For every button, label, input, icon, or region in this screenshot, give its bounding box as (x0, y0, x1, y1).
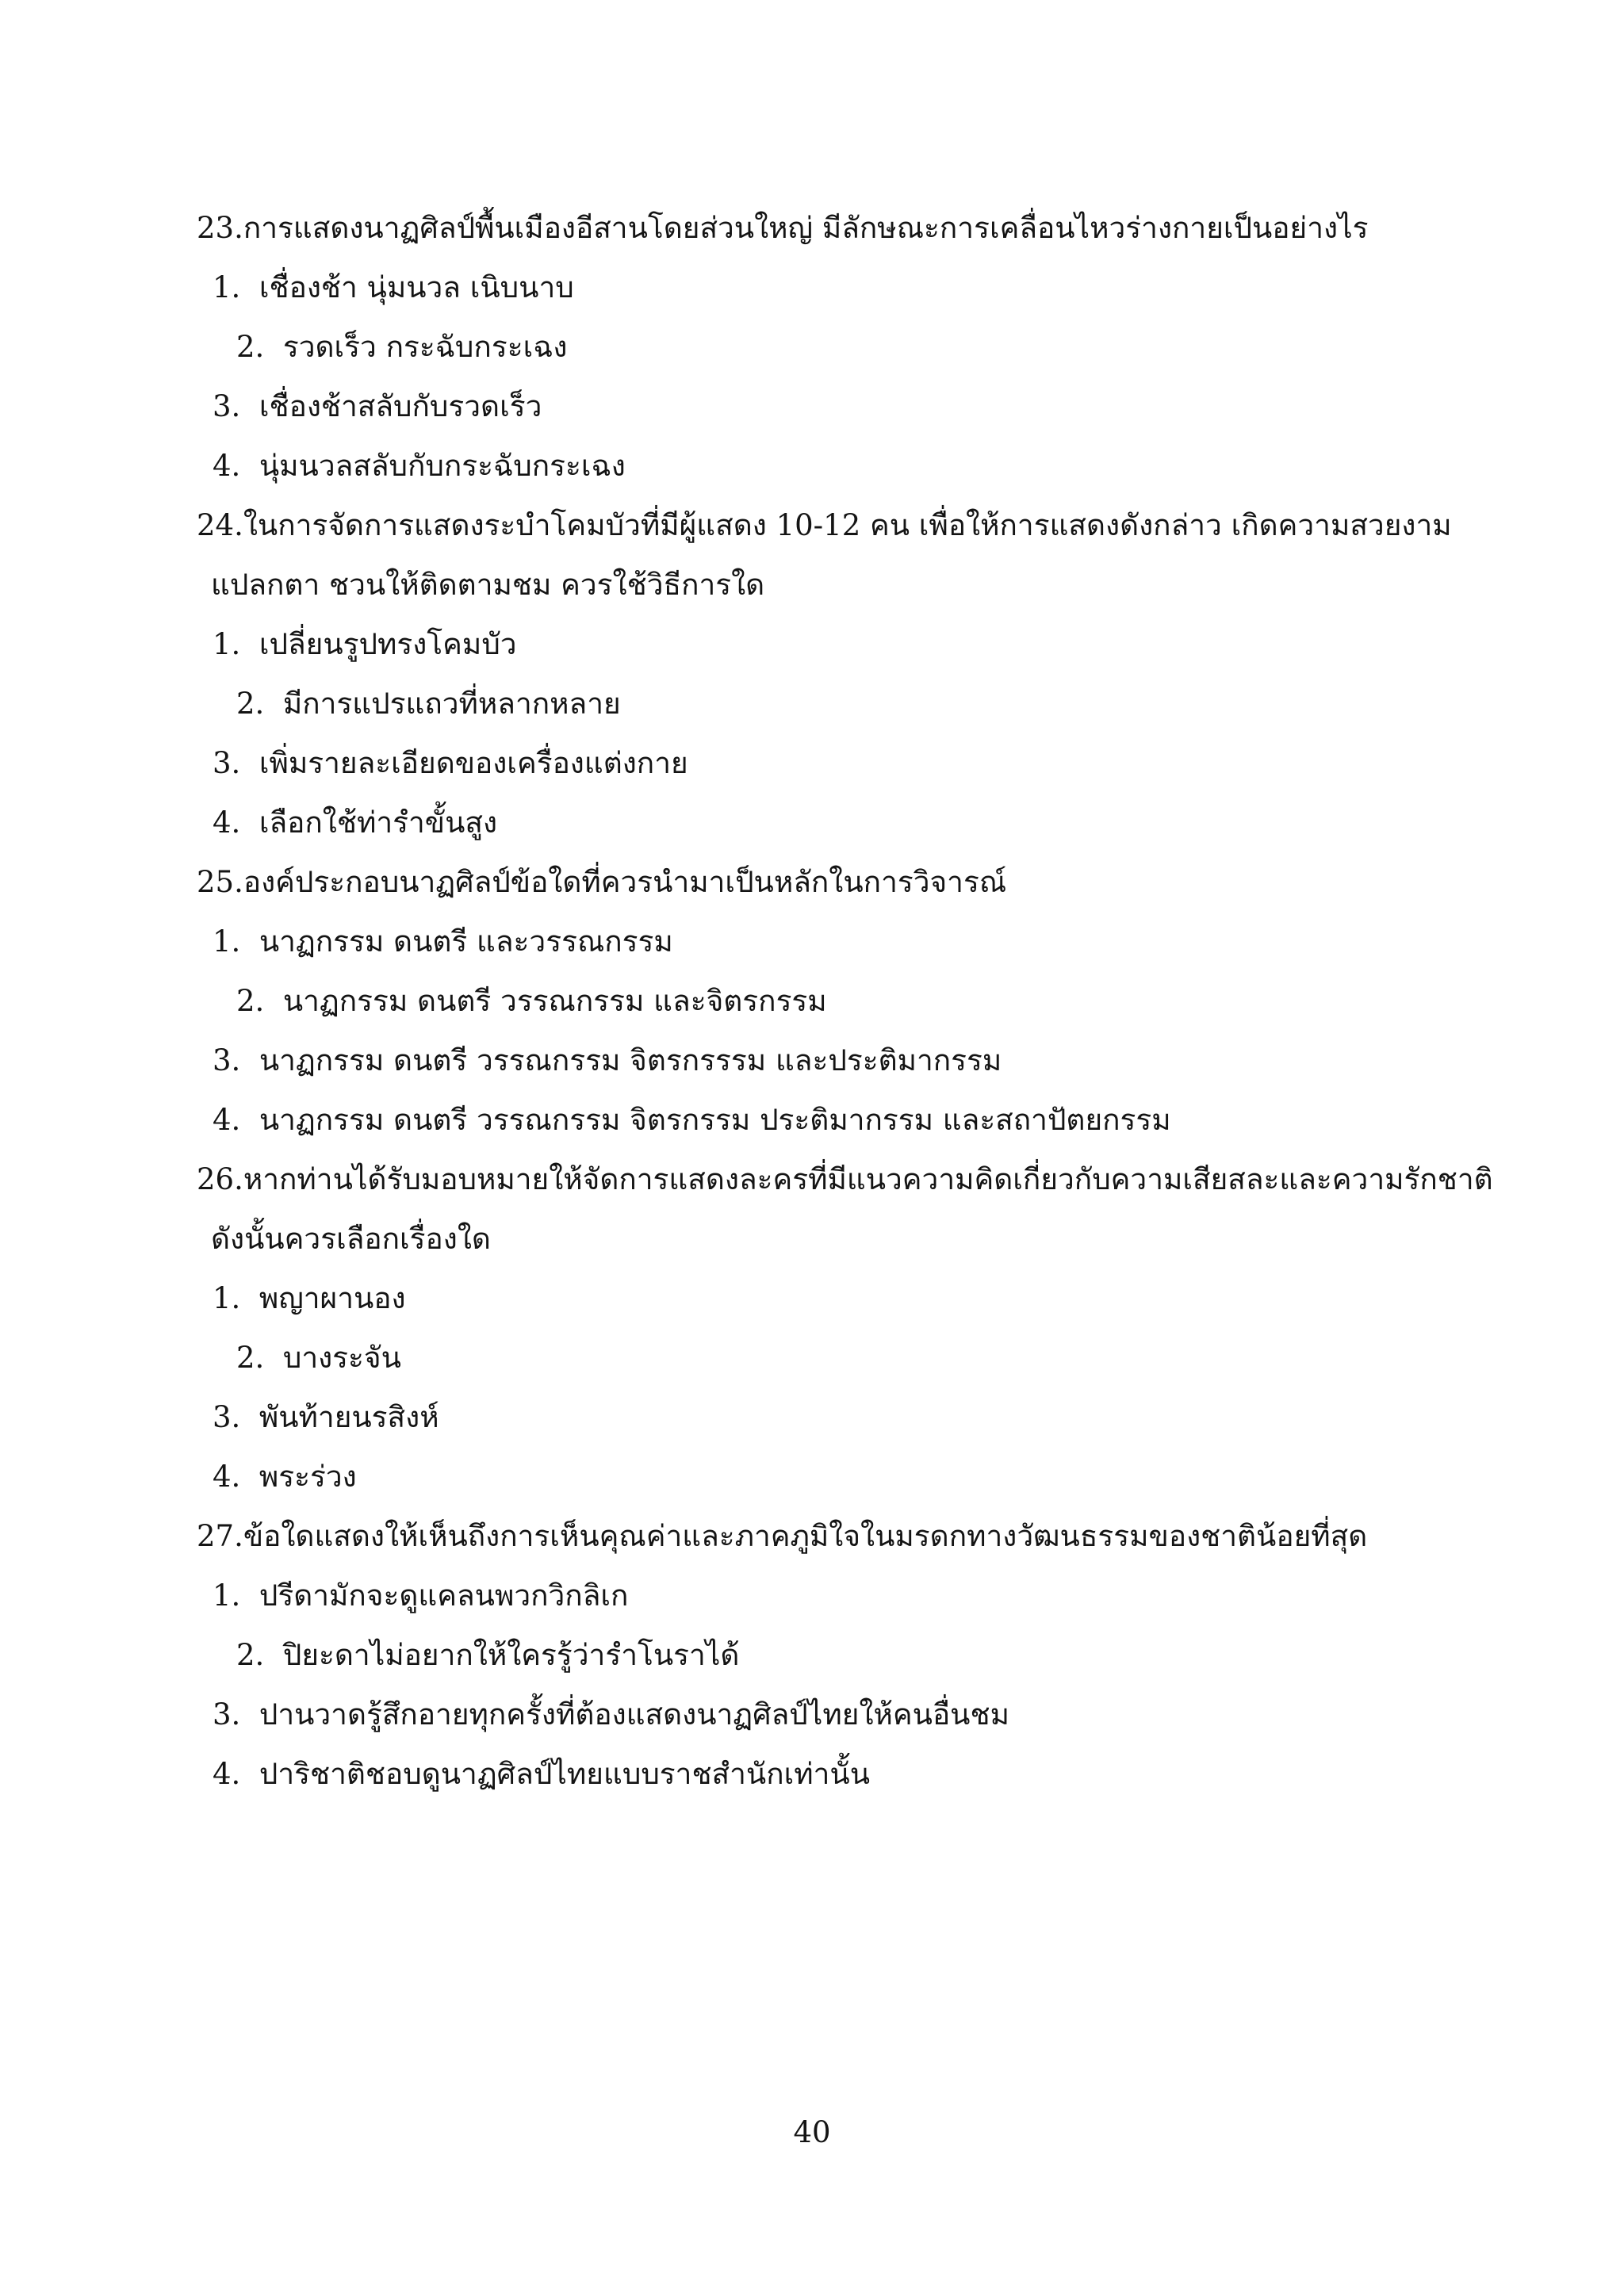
question-27-option-3 (213, 1695, 1009, 1735)
question-text: ดังนั้นควรเลือกเรื่องใด (211, 1222, 491, 1256)
option-number: 4. (213, 806, 241, 840)
option-text: นาฏกรรม ดนตรี และวรรณกรรม (259, 924, 673, 959)
option-number: 4. (213, 1757, 241, 1791)
option-number: 3. (213, 389, 241, 423)
option-number: 3. (213, 746, 241, 780)
question-number: 27. (197, 1519, 243, 1553)
option-text: นาฏกรรม ดนตรี วรรณกรรม จิตรกรรรม และประติมากรรม (259, 1043, 1002, 1077)
question-24-option-4 (213, 803, 497, 843)
question-24-option-2 (236, 684, 621, 724)
question-number: 23. (197, 211, 243, 245)
question-23-option-4 (213, 446, 626, 486)
option-number: 3. (213, 1043, 241, 1077)
option-number: 1. (213, 627, 241, 661)
question-number: 26. (197, 1162, 243, 1196)
option-text: เปลี่ยนรูปทรงโคมบัว (259, 627, 517, 661)
question-23-option-2 (236, 327, 567, 367)
question-25-option-2 (236, 982, 827, 1021)
option-number: 4. (213, 449, 241, 483)
question-25 (197, 863, 1006, 902)
option-text: ปรีดามักจะดูแคลนพวกวิกลิเก (259, 1578, 629, 1613)
question-27-option-1 (213, 1576, 628, 1616)
option-text: เชื่องช้า นุ่มนวล เนิบนาบ (259, 270, 574, 304)
option-text: พันท้ายนรสิงห์ (259, 1400, 439, 1434)
option-number: 1. (213, 270, 241, 304)
option-text: นุ่มนวลสลับกับกระฉับกระเฉง (259, 449, 626, 483)
question-26-option-1 (213, 1279, 406, 1318)
question-27 (197, 1517, 1367, 1556)
option-number: 1. (213, 924, 241, 959)
question-25-option-4 (213, 1100, 1171, 1140)
option-number: 2. (236, 1341, 265, 1375)
question-24 (197, 506, 1452, 545)
question-26-continuation (211, 1219, 491, 1259)
question-23-option-1 (213, 268, 574, 308)
question-text: ในการจัดการแสดงระบำโคมบัวที่มีผู้แสดง 10-12 คน เพื่อให้การแสดงดังกล่าว เกิดความสวยงาม (243, 508, 1452, 542)
option-number: 3. (213, 1400, 241, 1434)
question-24-option-3 (213, 744, 688, 783)
option-number: 4. (213, 1103, 241, 1137)
question-text: แปลกตา ชวนให้ติดตามชม ควรใช้วิธีการใด (211, 568, 765, 602)
option-text: นาฏกรรม ดนตรี วรรณกรรม จิตรกรรม ประติมากรรม และสถาปัตยกรรม (259, 1103, 1171, 1137)
option-text: พระร่วง (259, 1460, 357, 1494)
option-text: นาฏกรรม ดนตรี วรรณกรรม และจิตรกรรม (282, 984, 827, 1018)
option-text: มีการแปรแถวที่หลากหลาย (282, 687, 621, 721)
option-number: 2. (236, 984, 265, 1018)
option-text: ปิยะดาไม่อยากให้ใครรู้ว่ารำโนราได้ (282, 1638, 740, 1672)
question-24-continuation (211, 565, 764, 605)
question-26-option-4 (213, 1457, 357, 1497)
option-text: ปานวาดรู้สึกอายทุกครั้งที่ต้องแสดงนาฏศิลป์ไทยให้คนอื่นชม (259, 1697, 1009, 1732)
option-number: 2. (236, 330, 265, 364)
question-text: ข้อใดแสดงให้เห็นถึงการเห็นคุณค่าและภาคภูมิใจในมรดกทางวัฒนธรรมของชาติน้อยที่สุด (243, 1519, 1368, 1553)
option-text: รวดเร็ว กระฉับกระเฉง (282, 330, 568, 364)
question-23 (197, 209, 1369, 248)
option-text: เพิ่มรายละเอียดของเครื่องแต่งกาย (259, 746, 688, 780)
option-number: 2. (236, 1638, 265, 1672)
option-number: 3. (213, 1697, 241, 1732)
option-text: บางระจัน (282, 1341, 401, 1375)
question-25-option-1 (213, 922, 673, 962)
question-23-option-3 (213, 387, 542, 427)
option-number: 4. (213, 1460, 241, 1494)
option-number: 2. (236, 687, 265, 721)
question-number: 25. (197, 865, 243, 899)
question-text: การแสดงนาฏศิลป์พื้นเมืองอีสานโดยส่วนใหญ่ มีลักษณะการเคลื่อนไหวร่างกายเป็นอย่างไร (243, 211, 1369, 245)
question-24-option-1 (213, 625, 517, 664)
option-text: ปาริชาติชอบดูนาฏศิลป์ไทยแบบราชสำนักเท่านั้น (259, 1757, 871, 1791)
option-text: เลือกใช้ท่ารำขั้นสูง (259, 806, 498, 840)
option-number: 1. (213, 1578, 241, 1613)
question-25-option-3 (213, 1041, 1002, 1081)
option-text: พญาผานอง (259, 1281, 406, 1315)
question-26 (197, 1160, 1493, 1200)
question-text: หากท่านได้รับมอบหมายให้จัดการแสดงละครที่มีแนวความคิดเกี่ยวกับความเสียสละและความรักชาติ (243, 1162, 1493, 1196)
question-text: องค์ประกอบนาฏศิลป์ข้อใดที่ควรนำมาเป็นหลักในการวิจารณ์ (243, 865, 1007, 899)
question-number: 24. (197, 508, 243, 542)
question-26-option-3 (213, 1398, 439, 1437)
option-number: 1. (213, 1281, 241, 1315)
question-26-option-2 (236, 1338, 401, 1378)
option-text: เชื่องช้าสลับกับรวดเร็ว (259, 389, 542, 423)
page-number: 40 (793, 2115, 831, 2149)
question-27-option-4 (213, 1755, 870, 1794)
question-27-option-2 (236, 1636, 739, 1675)
